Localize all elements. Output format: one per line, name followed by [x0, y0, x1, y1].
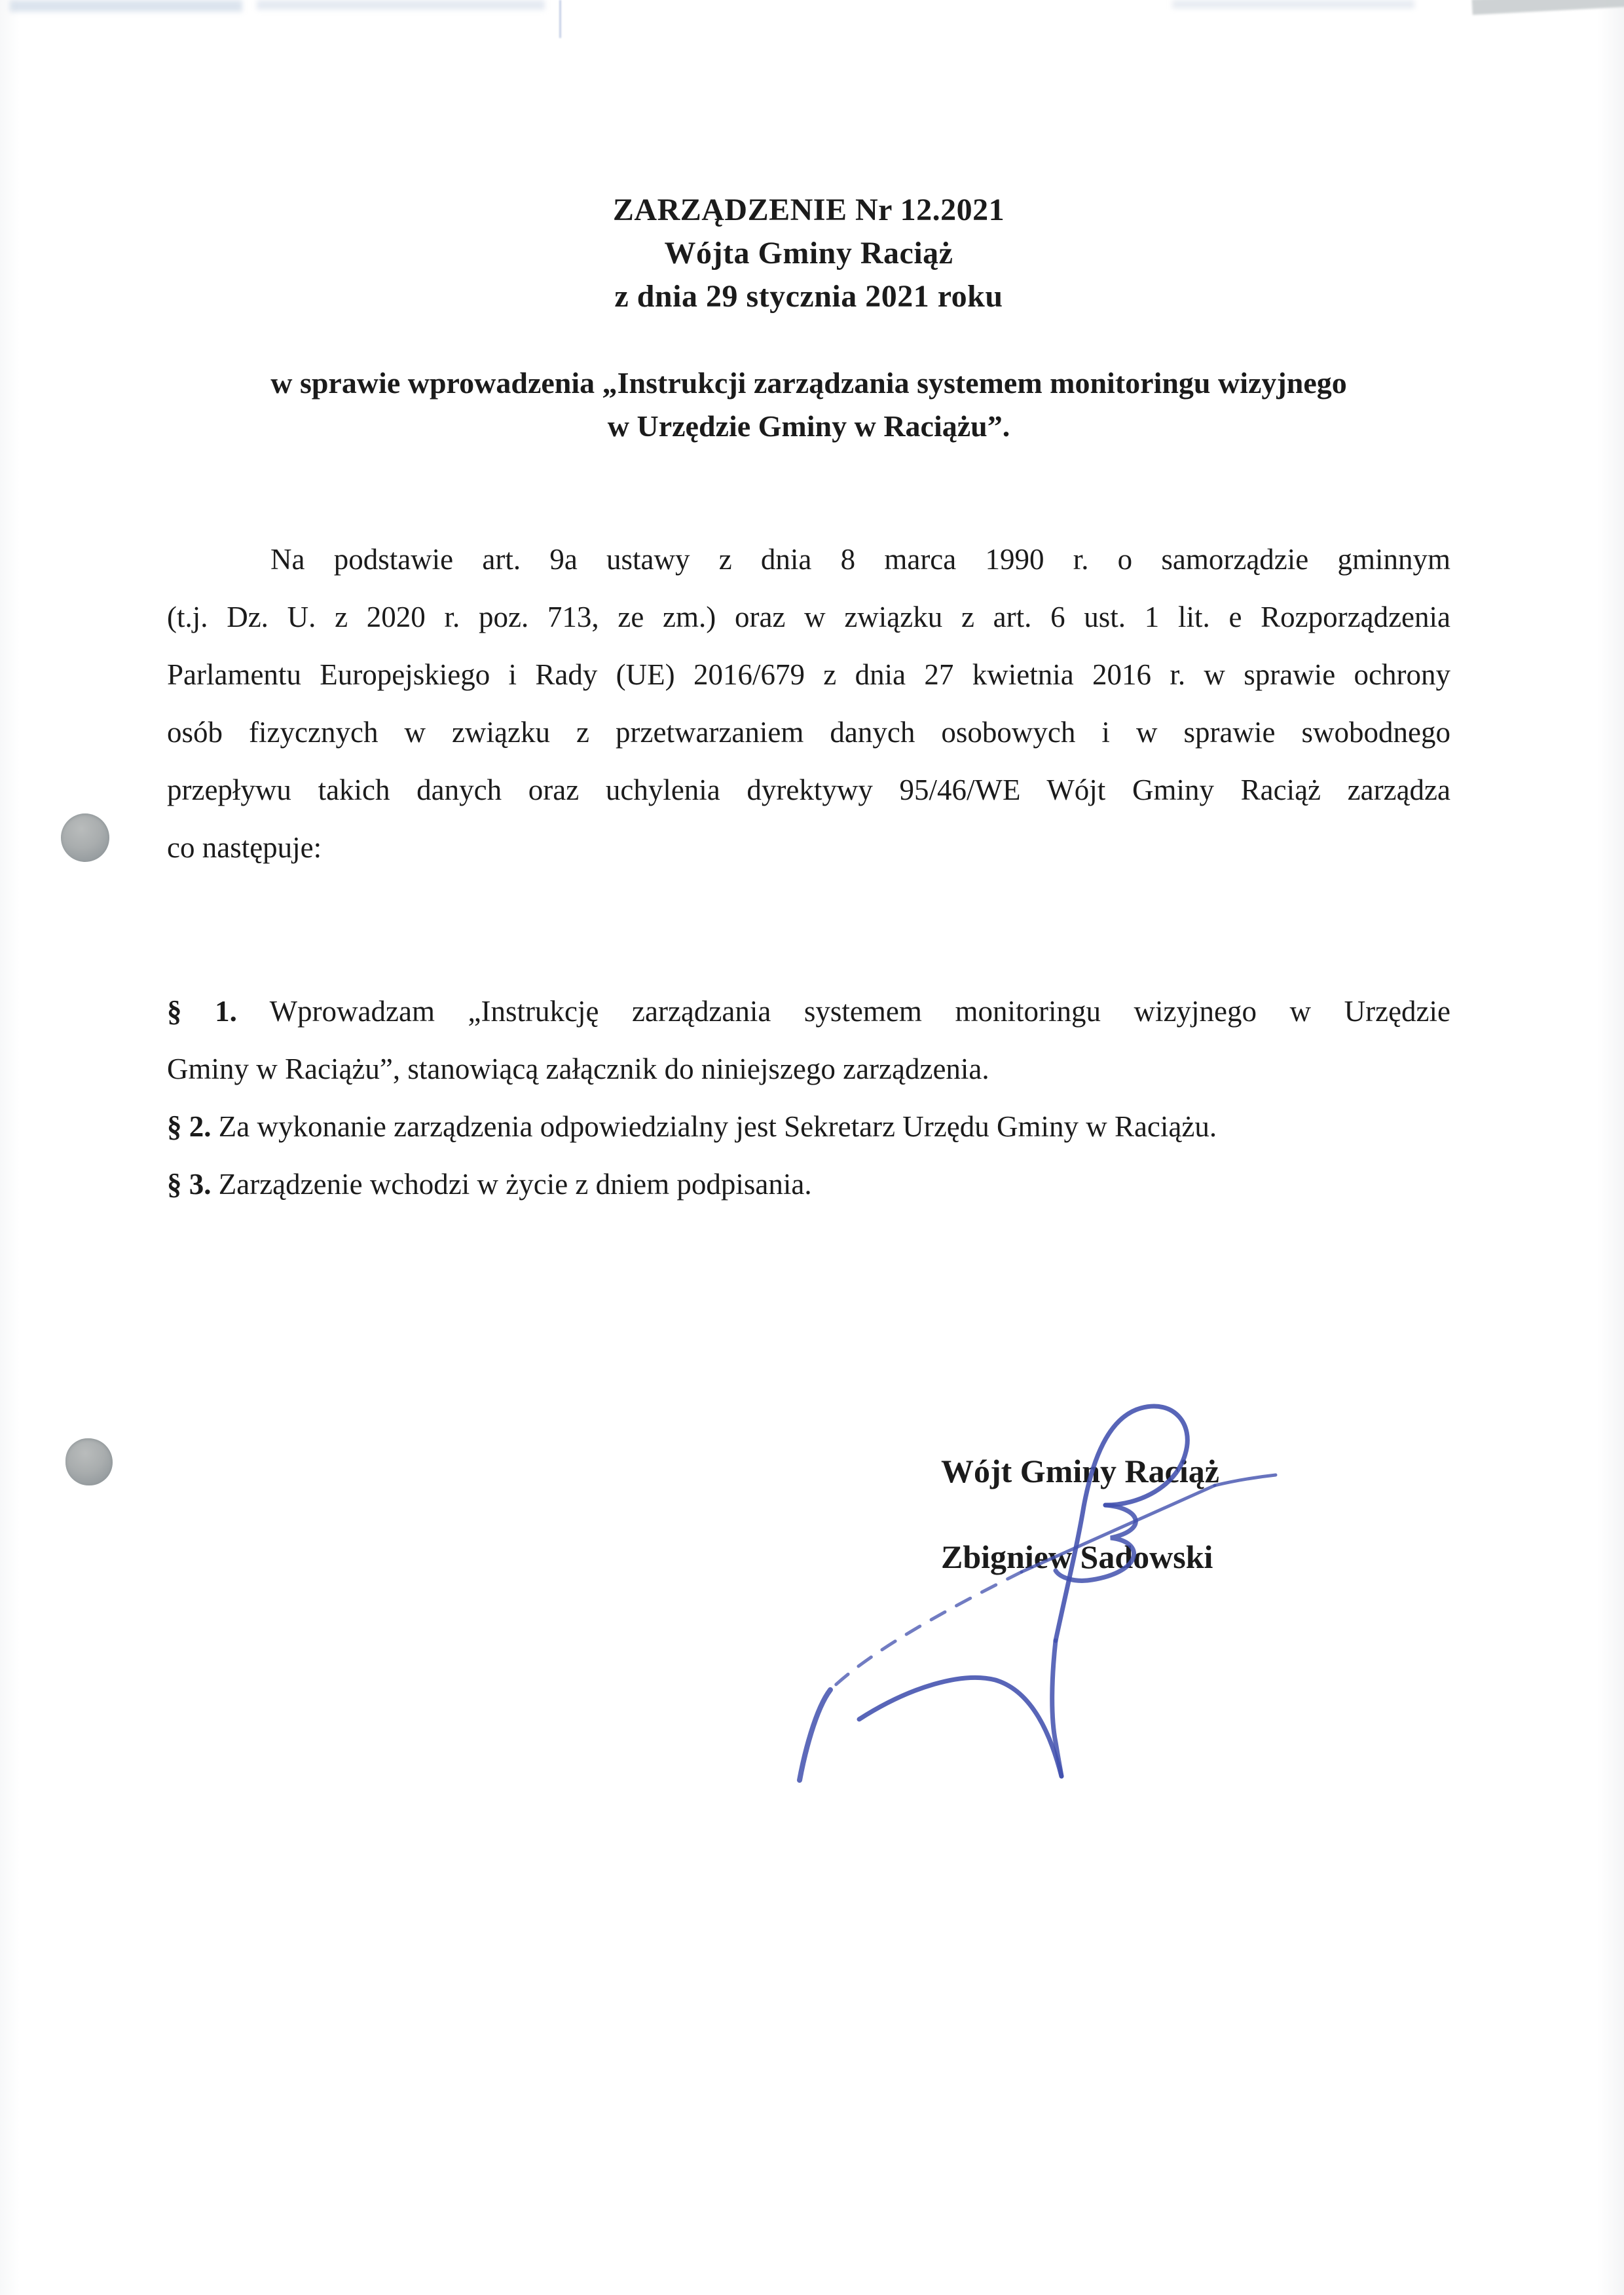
signature-role: Wójt Gminy Raciąż: [941, 1453, 1219, 1489]
section-1-line-2: Gminy w Raciążu”, stanowiącą załącznik do niniejszego zarządzenia.: [167, 1053, 989, 1085]
section-3-line: [167, 1155, 1450, 1213]
scan-artifact-smudge: [1172, 0, 1414, 9]
signature-name: Zbigniew Sadowski: [941, 1539, 1213, 1575]
title-block: [167, 189, 1450, 318]
ordinance-number: ZARZĄDZENIE Nr 12.2021: [612, 193, 1005, 227]
legal-basis-line: co następuje:: [167, 831, 322, 864]
ordinance-date: z dnia 29 stycznia 2021 roku: [614, 279, 1003, 314]
legal-basis-line: Parlamentu Europejskiego i Rady (UE) 2016/679 z dnia 27 kwietnia 2016 r. w sprawie ochrony: [167, 658, 1450, 691]
issuing-authority: Wójta Gminy Raciąż: [664, 236, 953, 271]
section-2-text: Za wykonanie zarządzenia odpowiedzialny jest Sekretarz Urzędu Gminy w Raciążu.: [218, 1110, 1217, 1143]
legal-basis-paragraph: [167, 531, 1450, 876]
legal-basis-line: (t.j. Dz. U. z 2020 r. poz. 713, ze zm.) oraz w związku z art. 6 ust. 1 lit. e Rozporządzenia: [167, 601, 1450, 633]
scan-artifact-corner: [1472, 0, 1624, 15]
subject-line: w sprawie wprowadzenia „Instrukcji zarządzania systemem monitoringu wizyjnego: [270, 366, 1347, 400]
section-1-line-1: [167, 982, 1450, 1040]
legal-basis-line: przepływu takich danych oraz uchylenia dyrektywy 95/46/WE Wójt Gminy Raciąż zarządza: [167, 774, 1450, 806]
subject-block: [167, 362, 1450, 448]
binder-hole-upper: [61, 813, 109, 862]
scan-artifact-smudge: [257, 0, 545, 10]
section-2-number: § 2.: [167, 1110, 212, 1143]
scan-artifact-smudge: [10, 0, 242, 12]
scan-artifact-line: [559, 0, 561, 38]
sections-block: [167, 982, 1450, 1213]
legal-basis-line: osób fizycznych w związku z przetwarzaniem danych osobowych i w sprawie swobodnego: [167, 716, 1450, 749]
subject-line: w Urzędzie Gminy w Raciążu”.: [607, 409, 1010, 443]
section-1-text: Wprowadzam „Instrukcję zarządzania systemem monitoringu wizyjnego w Urzędzie: [269, 995, 1450, 1028]
section-1-number: § 1.: [167, 995, 237, 1028]
binder-hole-lower: [65, 1438, 113, 1485]
legal-basis-line: Na podstawie art. 9a ustawy z dnia 8 marca 1990 r. o samorządzie gminnym: [270, 543, 1450, 576]
section-3-text: Zarządzenie wchodzi w życie z dniem podpisania.: [218, 1168, 812, 1201]
section-3-number: § 3.: [167, 1168, 212, 1201]
handwritten-signature-ink: [720, 1362, 1297, 1834]
section-2-line: [167, 1098, 1450, 1155]
